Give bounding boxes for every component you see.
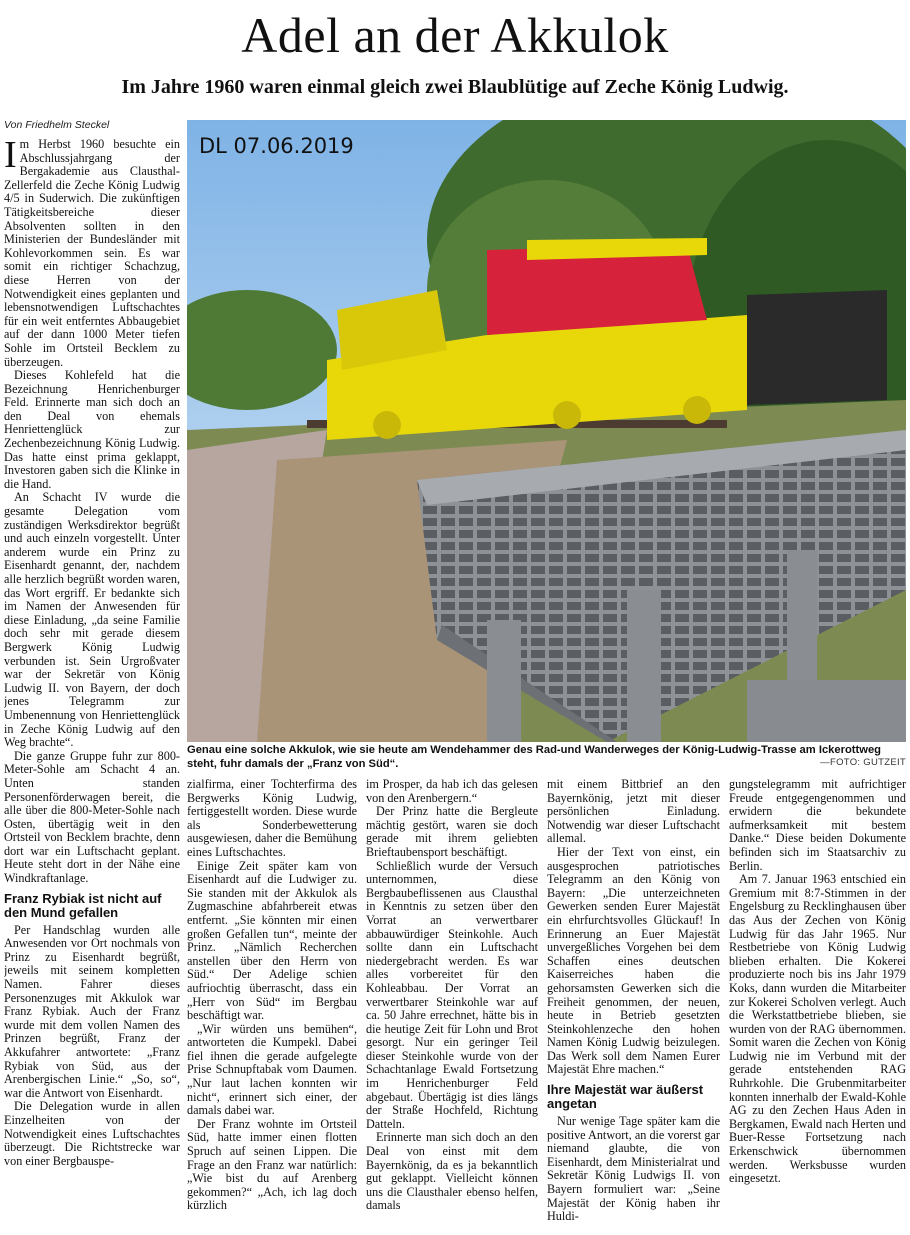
paragraph: Schließlich wurde der Versuch unternommen, diese Bergbaubeflissenen aus Clausthal in Kenntnis zu setzen über den Vorrat an verwertbarer abbauwürdiger Steinkohle. Auch sollte dann ein Luftschacht niedergebracht werden. Es war alles vorbereitet für den Kohleabbau. Der Vorrat an verwertbarer Steinkohle war auf ca. 50 Jahre errechnet, hätte bis in die heutige Zeit für Lohn und Brot gesorgt. Nur ein geringer Teil dieser Steinkohle wurde von der Schachtanlage Ewald Fortsetzung im Henrichenburger Feld abgebaut. Übertägig ist dies längs der Straße Hochfeld, Richtung Datteln. (366, 858, 538, 1131)
section-heading: Ihre Majestät war äußerst angetan (547, 1082, 704, 1112)
photo-akkulok-illustration (187, 120, 906, 742)
paragraph: Die ganze Gruppe fuhr zur 800-Meter-Sohle am Schacht 4 an. Unten standen Personenförderwagen bereit, die alle über die 800-Meter-Sohle nach Osten, übertägig weit in den Ortsteil von Becklem brachte, denn dort war ein Luftschacht geplant. Heute steht dort in der Nähe eine Windkraftanlage. (4, 748, 180, 886)
paragraph: zialfirma, einer Tochterfirma des Bergwerks König Ludwig, fertiggestellt worden. Diese wurde als Sonderbewetterung ausgewiesen, daher die Bemühung eines Luftschachtes. (187, 778, 357, 859)
paragraph: Hier der Text von einst, ein ausgesprochen patriotisches Telegramm an den König von Bayern: „Die unterzeichneten Gewerken senden Eurer Majestät ein ehrfurchtsvolles Glückauf! In Erinnerung an Euer Majestät unvergeßliches Vorgehen bei dem Schaffen eines deutschen Kaiserreiches haben die gehorsamsten Gewerken sich die Freiheit genommen, der neuen, heute in Betrieb gesetzten Steinkohlenzeche den hohen Namen König Ludwig beizulegen. Das Werk soll dem Namen Eurer Majestät Ehre machen.“ (547, 844, 720, 1077)
paragraph: Im Herbst 1960 besuchte ein Abschlussjahrgang der Bergakademie aus Clausthal-Zellerfeld die Zeche König Ludwig 4/5 in Suderwich. Die zukünftigen Tätigkeitsbereiche dieser Absolventen sollten in den Ministerien der Bundesländer mit Kohlevorkommen sein. Es war somit ein richtiger Schachzug, diese Herren von der Notwendigkeit eines geplanten und lebensnotwendigen Luftschachtes für ein weit entferntes Abbaugebiet auf der dann 1000 Meter tiefen Sohle im Ortsteil Becklem zu überzeugen. (4, 138, 180, 369)
paragraph: mit einem Bittbrief an den Bayernkönig, jetzt mit dieser persönlichen Einladung. Notwendig war dieser Luftschacht allemal. (547, 778, 720, 846)
section-heading: Franz Rybiak ist nicht auf den Mund gefallen (4, 890, 162, 920)
paragraph: Die Delegation wurde in allen Einzelheiten von der Notwendigkeit eines Luftschachtes überzeugt. Die Richtstrecke war von einer Bergbauspe- (4, 1099, 180, 1168)
paragraph: Erinnerte man sich doch an den Deal von einst mit dem Bayernkönig, da es ja bekanntlich gut geklappt. Vielleicht können uns die Clausthaler ebenso helfen, damals (366, 1130, 538, 1213)
photo-credit: —FOTO: GUTZEIT (820, 757, 906, 768)
paragraph: gungstelegramm mit aufrichtiger Freude entgegengenommen und erwidern die bekundete aufmerksamkeit mit bestem Danke.“ Diese beiden Dokumente befinden sich im Staatsarchiv zu Berlin. (729, 778, 906, 873)
article-column-3 (366, 778, 538, 1233)
byline: Von Friedhelm Steckel (4, 119, 110, 131)
paragraph: Per Handschlag wurden alle Anwesenden vor Ort nochmals von Prinz zu Eisenhardt begrüßt, jeweils mit seinem kompletten Namen. Fahrer dieses Personenzuges mit Akkulok war Franz Rybiak. Auch der Franz wurde mit dem vollen Namen des Prinzen begrüßt, Franz der Akkufahrer antwortete: „Franz Rybiak von Süd, aus der Arenbergischen Linie.“ „So, so“, war die Antwort von Eisenhardt. (4, 922, 180, 1100)
article-photo (187, 120, 906, 742)
paragraph: Am 7. Januar 1963 entschied ein Gremium mit 8:7-Stimmen in der Engelsburg zu Recklinghausen über das Aus der Zechen von König Ludwig für das Jahr 1965. Nur Restbetriebe von König Ludwig blieben erhalten. Die Kokerei produzierte noch bis ins Jahr 1979 Koks, dann wurden die Mitarbeiter zur Kokerei Scholven verlegt. Auch die Werkstattbetriebe blieben, sie wurden von der RAG übernommen. Somit waren die Zechen von König Ludwig nie im Verbund mit der gerade entstehenden RAG Ruhrkohle. Die Grubenmitarbeiter konnten innerhalb der Ewald-Kohle AG zu den Zechen Haus Aden in Bergkamen, Ewald nach Herten und Buer-Resse Fortsetzung nach Erkenschwick übernommen werden. Werksbusse wurden eingesetzt. (729, 872, 906, 1186)
paragraph: Einige Zeit später kam von Eisenhardt auf die Ludwiger zu. Sie standen mit der Akkulok als Zugmaschine abfahrbereit etwas entfernt. „Sie könnten mir einen großen Gefallen tun“, meinte der Prinz. „Nämlich Recherchen anstellen über den Herrn von Süd.“ Der Adelige schien aufriochtig überrascht, dass ein „Herr von Süd“ im Bergbau beschäftigt war. (187, 858, 357, 1023)
article-column-5 (729, 778, 906, 1233)
photo-caption: Genau eine solche Akkulok, wie sie heute am Wendehammer des Rad-und Wanderweges der König-Ludwig-Trasse am Ickerottweg steht, fuhr damals der „Franz von Süd“. (187, 744, 882, 770)
paragraph: im Prosper, da hab ich das gelesen von den Arenbergern.“ (366, 778, 538, 805)
paragraph: Der Franz wohnte im Ortsteil Süd, hatte immer einen flotten Spruch auf seinen Lippen. Die Frage an den Franz war natürlich: „Wie bist du auf Arenberg gekommen?“ „Ach, ich lag doch kürzlich (187, 1116, 357, 1213)
article-column-1 (4, 138, 180, 1233)
paragraph: Dieses Kohlefeld hat die Bezeichnung Henrichenburger Feld. Erinnerte man sich doch an den Deal von ehemals Henriettenglück zur Zechenbezeichnung König Ludwig. Das hatte einst prima geklappt, Investoren gaben sich die Klinke in die Hand. (4, 368, 180, 491)
paragraph: Nur wenige Tage später kam die positive Antwort, an die vorerst gar niemand glaubte, die von Eisenhardt, dem Ministerialrat und Sekretär König Ludwigs II. von Bayern formuliert war: „Seine Majestät der König haben ihr Huldi- (547, 1114, 720, 1224)
article-column-4 (547, 778, 720, 1233)
paragraph: Der Prinz hatte die Bergleute mächtig gestört, waren sie doch gerade mit ihrem geliebten Brieftaubensport beschäftigt. (366, 804, 538, 859)
photo-date-stamp: DL 07.06.2019 (199, 134, 354, 158)
subheadline: Im Jahre 1960 waren einmal gleich zwei Blaublütige auf Zeche König Ludwig. (121, 76, 789, 98)
headline: Adel an der Akkulok (241, 7, 669, 63)
drop-cap: I (4, 138, 17, 176)
article-column-2 (187, 778, 357, 1233)
paragraph: „Wir würden uns bemühen“, antworteten die Kumpekl. Dabei fiel ihnen die gerade aufgelegte Prise Schnupftabak vom Daumen. „Nur laut lachen konnten wir nicht“, erinnert sich einer, der damals dabei war. (187, 1021, 357, 1118)
paragraph: An Schacht IV wurde die gesamte Delegation vom zuständigen Werksdirektor begrüßt und auch einzeln vorgestellt. Unter anderem wurde ein Prinz zu Eisenhardt genannt, der, nachdem alle herzlich begrüßt worden waren, das Wort ergriff. Er bedankte sich im Namen der Anwesenden für diese Einladung, „da seine Familie doch sehr mit gerade diesem Bergwerk König Ludwig verbunden ist. Sein Urgroßvater war der Sekretär von König Ludwig II. von Bayern, der doch jenes Telegramm zur Umbenennung von Henriettenglück in Zeche König Ludwig auf den Weg brachte“. (4, 490, 180, 750)
